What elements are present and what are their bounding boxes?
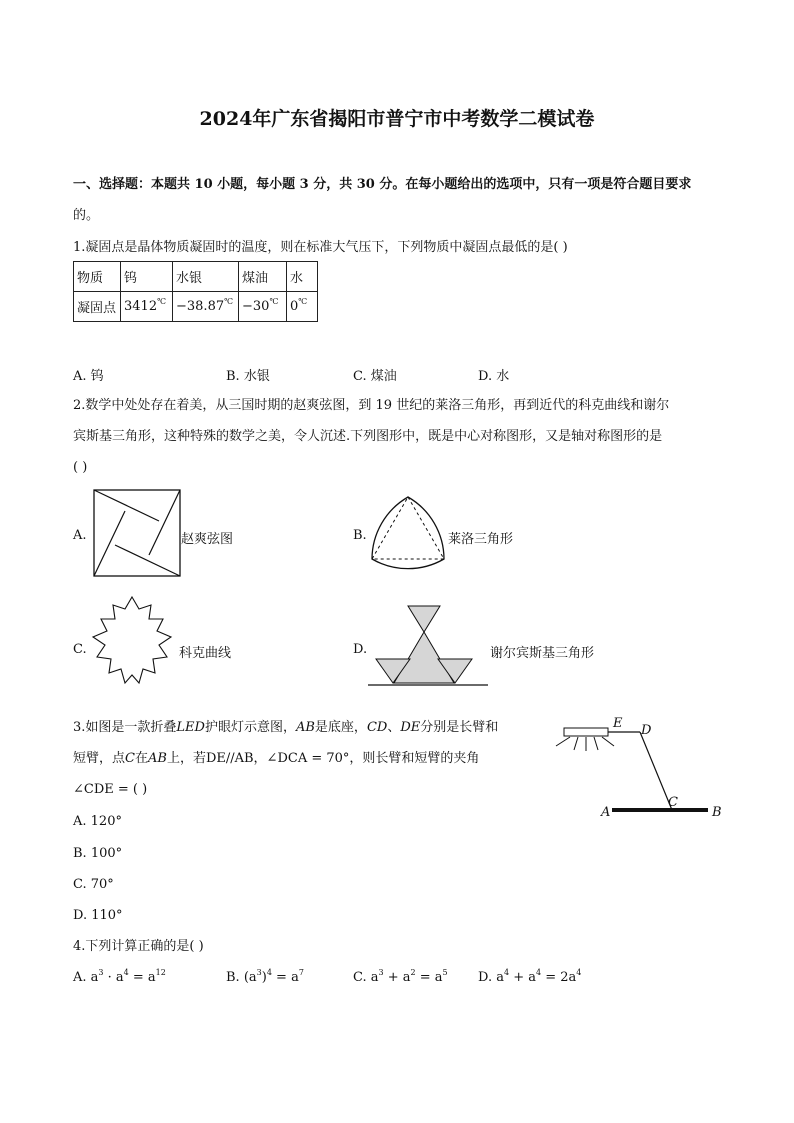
q3-option-c: C. 70° (73, 877, 114, 892)
zhao-shuang-figure (93, 489, 181, 577)
q2-option-a-label: 赵爽弦图 (181, 532, 234, 547)
table-cell: 钨 (121, 262, 173, 292)
q3-line2: 短臂，点C在AB上，若DE//AB，∠DCA = 70°，则长臂和短臂的夹角 (73, 751, 480, 766)
table-cell: 物质 (74, 262, 121, 292)
label-a: A (601, 805, 611, 820)
q3-option-a: A. 120° (73, 814, 122, 829)
table-cell: 煤油 (239, 262, 287, 292)
label-c: C (668, 795, 678, 810)
q4-stem: 4.下列计算正确的是( ) (73, 939, 204, 954)
label-d: D (641, 723, 652, 738)
q2-option-d-label: 谢尔宾斯基三角形 (490, 646, 595, 661)
q1-stem: 1.凝固点是晶体物质凝固时的温度，则在标准大气压下，下列物质中凝固点最低的是( ) (73, 240, 568, 255)
q1-option-b: B. 水银 (226, 369, 270, 384)
reuleaux-triangle-figure (370, 495, 446, 575)
q3-option-d: D. 110° (73, 908, 123, 923)
table-cell: 凝固点 (74, 292, 121, 322)
label-e: E (613, 716, 623, 731)
section-heading-line1: 一、选择题：本题共 10 小题，每小题 3 分，共 30 分。在每小题给出的选项中，只有一项是符合题目要求 (73, 177, 692, 192)
q2-option-d-letter: D. (353, 642, 368, 657)
q4-option-c: C. $a^3 + a^2 = a^5$ (353, 968, 448, 985)
q2-option-b-letter: B. (353, 528, 367, 543)
q3-option-b: B. 100° (73, 846, 123, 861)
q4-option-b: B. $(a^3)^4 = a^7$ (226, 968, 304, 985)
q2-option-c-label: 科克曲线 (179, 646, 232, 661)
section-heading-line2: 的。 (73, 208, 100, 223)
table-cell: −38.87℃ (173, 292, 239, 322)
q3-line1: 3.如图是一款折叠LED护眼灯示意图，AB是底座，CD、DE分别是长臂和 (73, 720, 499, 735)
q2-option-b-label: 莱洛三角形 (448, 532, 514, 547)
label-b: B (712, 805, 722, 820)
sierpinski-figure (368, 604, 488, 688)
q1-option-a: A. 钨 (73, 369, 104, 384)
table-cell: 0℃ (287, 292, 318, 322)
table-row (74, 262, 318, 292)
table-cell: −30℃ (239, 292, 287, 322)
q1-table (73, 261, 318, 322)
q1-option-d: D. 水 (478, 369, 510, 384)
q1-option-c: C. 煤油 (353, 369, 397, 384)
page-title: 2024年广东省揭阳市普宁市中考数学二模试卷 (199, 108, 595, 130)
table-cell: 水 (287, 262, 318, 292)
q4-option-a: A. $a^3 \cdot a^4 = a^{12}$ (73, 968, 166, 985)
q2-option-a-letter: A. (73, 528, 87, 543)
table-cell: 水银 (173, 262, 239, 292)
q3-line3: ∠CDE = ( ) (73, 782, 148, 797)
q2-option-c-letter: C. (73, 642, 87, 657)
q2-line1: 2.数学中处处存在着美，从三国时期的赵爽弦图，到 19 世纪的莱洛三角形，再到近代的科克曲线和谢尔 (73, 398, 670, 413)
q2-line2: 宾斯基三角形，这种特殊的数学之美，令人沉述.下列图形中，既是中心对称图形，又是轴对称图形的是 (73, 429, 663, 444)
table-row (74, 292, 318, 322)
table-cell: 3412℃ (121, 292, 173, 322)
koch-curve-figure (89, 595, 175, 690)
q2-line3: ( ) (73, 460, 88, 475)
q4-option-d: D. $a^4 + a^4 = 2a^4$ (478, 968, 582, 985)
lamp-figure (550, 712, 730, 822)
